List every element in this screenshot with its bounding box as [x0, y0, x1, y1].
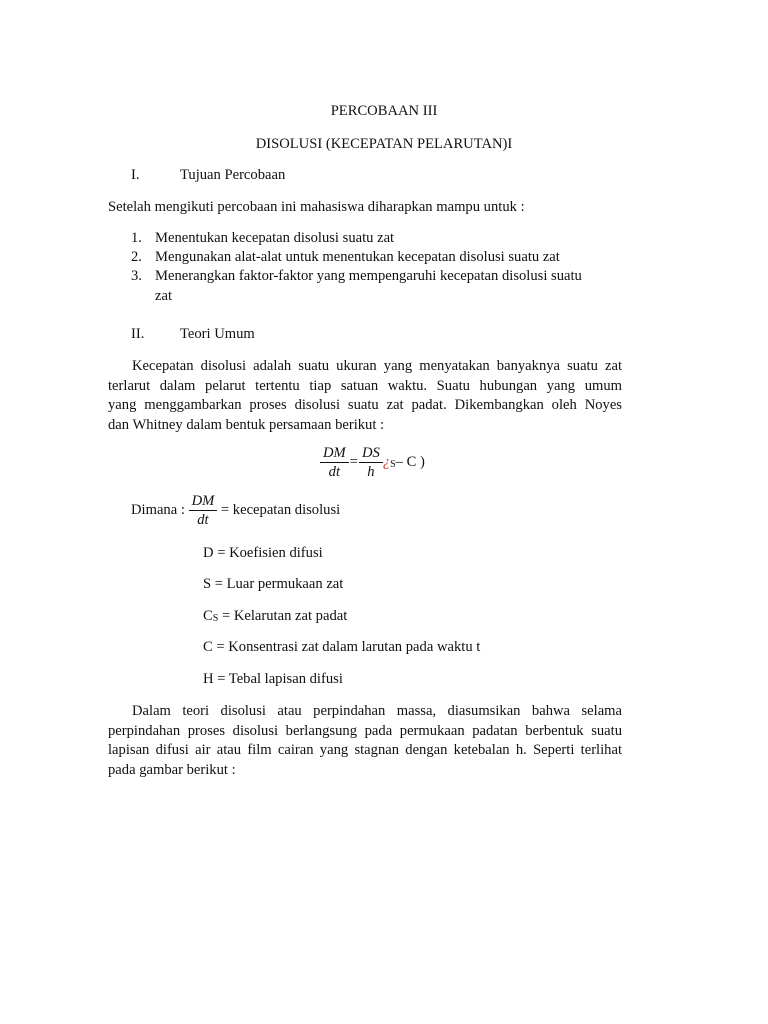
paragraph-1 [108, 357, 622, 435]
definition-cs [203, 608, 347, 625]
definition-cs-text: = Kelarutan zat padat [221, 608, 348, 624]
dimana-text: = kecepatan disolusi [220, 502, 341, 518]
section-2-number: II. [131, 326, 145, 342]
list-item-1-number: 1. [131, 230, 142, 246]
list-item-2-text: Mengunakan alat-alat untuk menentukan kecepatan disolusi suatu zat [155, 249, 560, 265]
equation-lhs-numerator: DM [320, 445, 349, 463]
definition-s: S = Luar permukaan zat [203, 576, 344, 592]
equation-marker: ¿ [382, 454, 391, 470]
paragraph-2-line-4: pada gambar berikut : [108, 761, 236, 778]
page-subtitle: DISOLUSI (KECEPATAN PELARUTAN)I [255, 136, 513, 152]
dimana-numerator: DM [189, 493, 218, 511]
list-item-3-number: 3. [131, 268, 142, 284]
equation-rhs-denominator: h [367, 464, 375, 480]
dimana-row [131, 493, 340, 528]
equation-rhs-numerator: DS [359, 445, 383, 463]
section-1-heading: Tujuan Percobaan [180, 167, 286, 183]
list-item-2-number: 2. [131, 249, 142, 265]
definition-cs-symbol: C [203, 608, 213, 624]
paragraph-1-line-2: terlarut dalam pelarut tertentu tiap satuan waktu. Suatu hubungan yang umum [108, 377, 622, 394]
paragraph-2-line-1: Dalam teori disolusi atau perpindahan massa, diasumsikan bahwa selama [132, 703, 622, 719]
paragraph-1-line-3: yang menggambarkan proses disolusi suatu zat padat. Dikembangkan oleh Noyes [108, 397, 622, 414]
dimana-label: Dimana : [131, 502, 185, 518]
paragraph-2-line-2: perpindahan proses disolusi berlangsung pada permukaan padatan berbentuk suatu [108, 722, 622, 739]
definition-cs-subscript: S [212, 613, 219, 624]
section-1-intro: Setelah mengikuti percobaan ini mahasiswa diharapkan mampu untuk : [108, 199, 525, 215]
equation-lhs-fraction [320, 445, 349, 480]
section-1-number: I. [131, 167, 140, 183]
paragraph-1-line-4: dan Whitney dalam bentuk persamaan berikut : [108, 416, 385, 433]
list-item-1-text: Menentukan kecepatan disolusi suatu zat [155, 230, 395, 246]
paragraph-1-line-1: Kecepatan disolusi adalah suatu ukuran yang menyatakan banyaknya suatu zat [132, 358, 622, 374]
equation-rhs-fraction [359, 445, 383, 480]
equation-lhs-denominator: dt [328, 464, 341, 480]
noyes-whitney-equation [320, 445, 425, 480]
dimana-fraction [189, 493, 218, 528]
definition-d: D = Koefisien difusi [203, 545, 323, 561]
dimana-denominator: dt [197, 512, 209, 528]
paragraph-2-line-3: lapisan difusi air atau film cairan yang stagnan dengan ketebalan h. Seperti terlihat [108, 742, 622, 759]
equation-equals: = [349, 454, 358, 470]
page-title: PERCOBAAN III [330, 103, 438, 119]
definition-h: H = Tebal lapisan difusi [203, 671, 343, 687]
list-item-3-text: Menerangkan faktor-faktor yang mempengaruhi kecepatan disolusi suatu [155, 268, 582, 284]
equation-tail: – C ) [395, 454, 425, 470]
section-2-heading: Teori Umum [180, 326, 255, 342]
equation-subscript: S [390, 459, 396, 470]
list-item-3-continuation: zat [155, 288, 173, 304]
definition-c: C = Konsentrasi zat dalam larutan pada waktu t [203, 639, 481, 655]
paragraph-2 [108, 702, 622, 780]
